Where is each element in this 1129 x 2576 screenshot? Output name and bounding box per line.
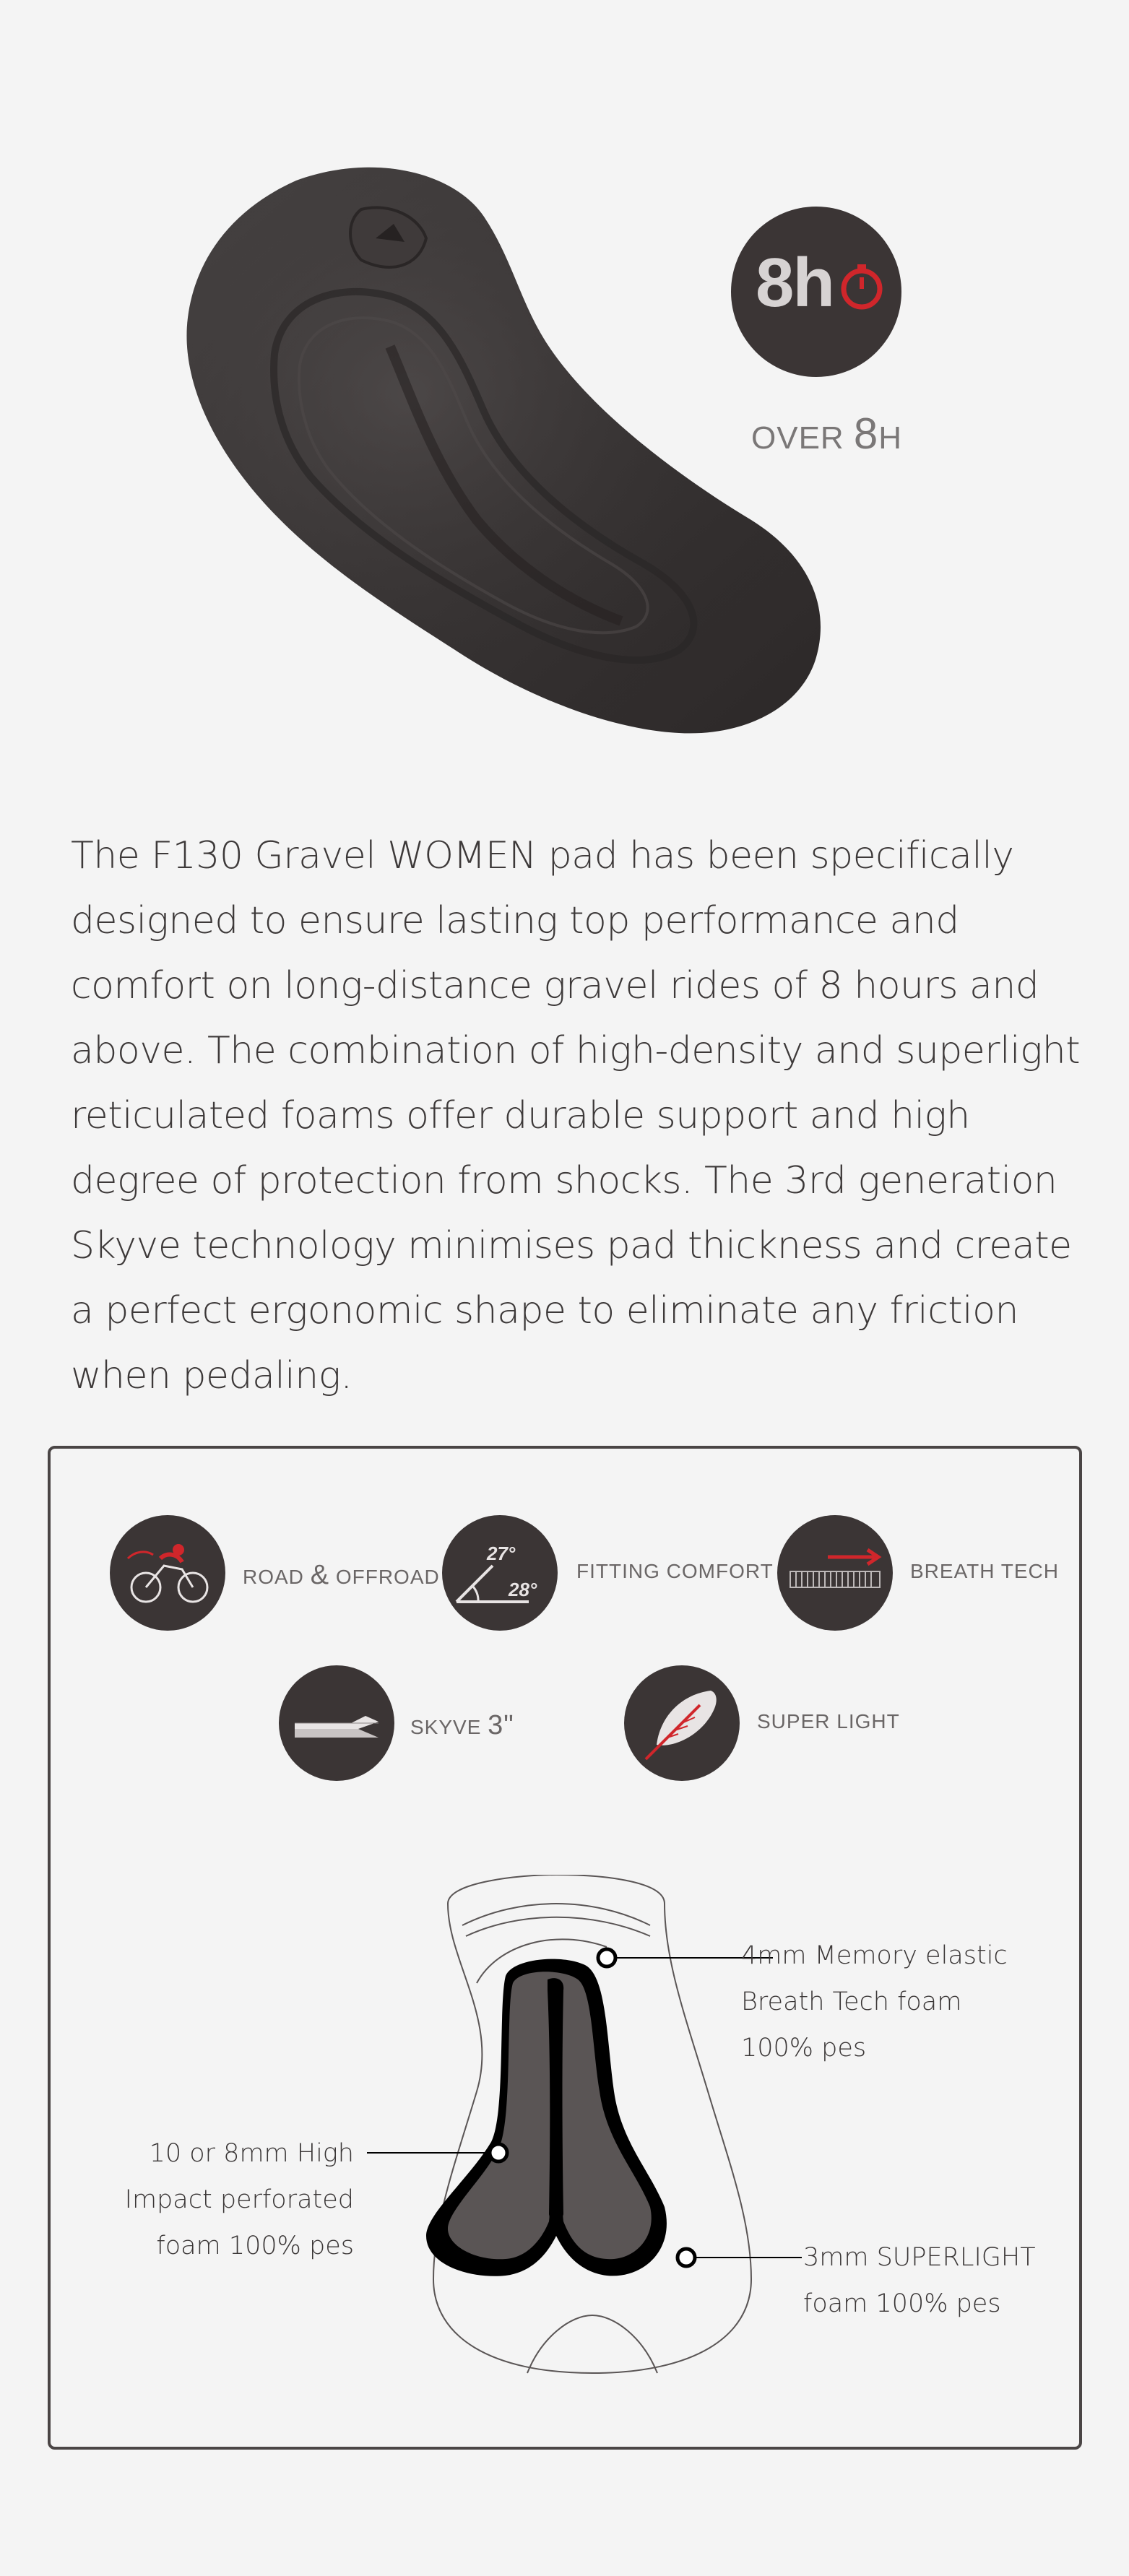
caption-number: 8	[853, 409, 879, 458]
cyclist-icon	[110, 1515, 225, 1631]
layered-foam-icon	[279, 1665, 394, 1781]
chamois-pad-image	[173, 159, 838, 751]
feature-label-skyve: SKYVE 3"	[410, 1710, 514, 1740]
callout-superlight-foam: 3mm SUPERLIGHT foam 100% pes	[803, 2243, 1036, 2318]
angle-icon	[442, 1515, 558, 1631]
feature-label-road-offroad: ROAD & OFFROAD	[243, 1560, 440, 1590]
caption-prefix: OVER	[751, 420, 854, 456]
callout-impact-foam: 10 or 8mm High Impact perforated foam 100% pes	[124, 2139, 354, 2260]
eight-hour-badge	[731, 207, 901, 377]
badge-caption	[751, 409, 903, 459]
callout-memory-foam: 4mm Memory elastic Breath Tech foam 100% pes	[741, 1941, 1008, 2063]
caption-suffix: H	[878, 420, 903, 456]
airflow-icon	[777, 1515, 893, 1631]
feature-label-breath-tech: BREATH TECH	[910, 1560, 1059, 1582]
stopwatch-icon	[836, 261, 887, 312]
svg-text:28°: 28°	[509, 1579, 537, 1600]
feather-icon	[624, 1665, 740, 1781]
leader-line-impact-foam	[367, 2152, 490, 2154]
product-description: The F130 Gravel WOMEN pad has been specifically designed to ensure lasting top performance and comfort on long-distance gravel rides of 8 hours and above. The combination of high-density and superlight reticulated foams offer durable support and high degree of protection from shocks. The 3rd generation Skyve technology minimises pad thickness and create a perfect ergonomic shape to eliminate any friction when pedaling.	[71, 834, 1081, 1397]
svg-text:27°: 27°	[487, 1543, 516, 1564]
feature-label-fitting-comfort: FITTING COMFORT	[576, 1560, 774, 1582]
spec-panel	[48, 1446, 1082, 2450]
badge-number: 8h	[756, 244, 834, 321]
feature-label-super-light: SUPER LIGHT	[757, 1710, 900, 1732]
